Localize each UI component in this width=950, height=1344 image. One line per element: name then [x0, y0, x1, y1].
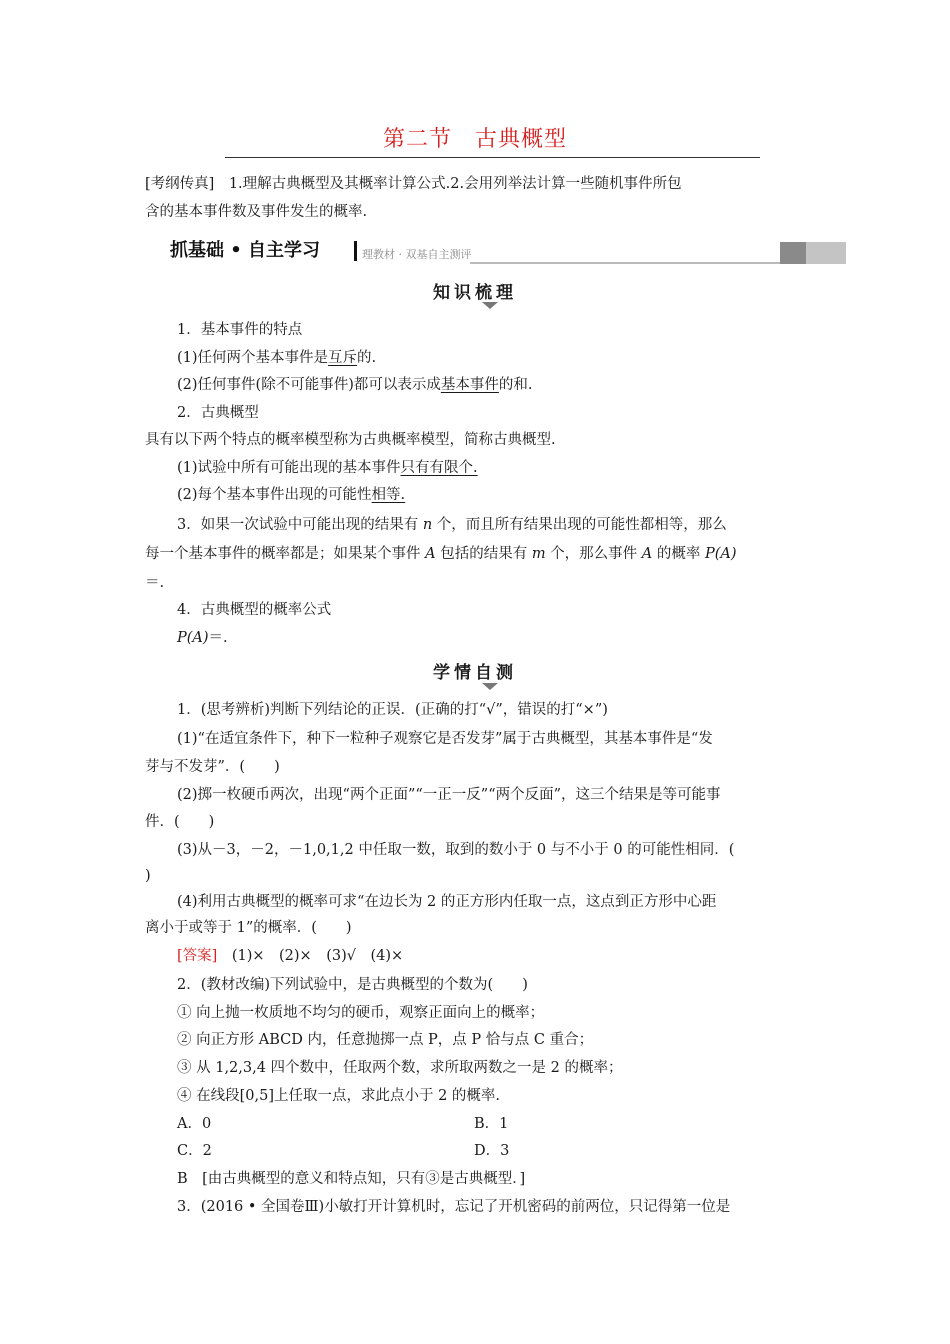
section-banner	[170, 240, 846, 264]
outline-line-2: 含的基本事件数及事件发生的概率.	[145, 204, 368, 220]
test-q1-3-line1: (3)从－3，－2，－1,0,1,2 中任取一数，取到的数小于 0 与不小于 0 的可能性相同．(	[177, 842, 735, 858]
test-q2-item3: ③ 从 1,2,3,4 四个数中，任取两个数，求所取两数之一是 2 的概率；	[177, 1060, 623, 1076]
knowledge-p6: 3．如果一次试验中可能出现的结果有 n 个，而且所有结果出现的可能性都相等，那么	[177, 517, 727, 533]
option-b: B．1	[474, 1116, 509, 1132]
test-q2-solution: B [由古典概型的意义和特点知，只有③是古典概型．]	[177, 1171, 526, 1187]
option-c: C．2	[177, 1143, 212, 1159]
test-q1-1-line1: (1)“在适宜条件下，种下一粒种子观察它是否发芽”属于古典概型，其基本事件是“发	[177, 731, 713, 747]
section-heading-selftest: 学情自测	[433, 663, 517, 683]
knowledge-p1: (1)任何两个基本事件是互斥的.	[177, 350, 377, 366]
page-title: 第二节 古典概型	[382, 127, 567, 152]
answer-tag: [答案]	[177, 948, 218, 964]
test-answer: [答案] (1)× (2)× (3)√ (4)×	[177, 948, 404, 964]
test-q1-4-line2: 离小于或等于 1”的概率．( )	[145, 920, 352, 936]
test-q1-1-line2: 芽与不发芽”．( )	[145, 759, 280, 775]
banner-separator	[354, 241, 357, 261]
down-triangle-icon	[482, 683, 498, 690]
knowledge-h4: 4．古典概型的概率公式	[177, 602, 332, 618]
banner-subtitle: 理教材 · 双基自主测评	[362, 248, 472, 261]
outline-line-1: [考纲传真] 1.理解古典概型及其概率计算公式.2.会用列举法计算一些随机事件所包	[145, 176, 682, 192]
banner-title: 抓基础 • 自主学习	[170, 240, 321, 261]
knowledge-p7: 每一个基本事件的概率都是；如果某个事件 A 包括的结果有 m 个，那么事件 A 的概率 P(A)	[145, 546, 737, 562]
knowledge-p4: (1)试验中所有可能出现的基本事件只有有限个.	[177, 460, 478, 476]
test-q1: 1．(思考辨析)判断下列结论的正误．(正确的打“√”，错误的打“×”)	[177, 702, 608, 718]
test-q2: 2．(教材改编)下列试验中，是古典概型的个数为( )	[177, 977, 528, 993]
banner-block-light	[806, 242, 846, 264]
test-q2-item1: ① 向上抛一枚质地不均匀的硬币，观察正面向上的概率；	[177, 1005, 545, 1021]
test-q1-2-line1: (2)掷一枚硬币两次，出现“两个正面”“一正一反”“两个反面”，这三个结果是等可能事	[177, 787, 721, 803]
outline-tag: [考纲传真]	[145, 176, 215, 192]
title-divider	[225, 157, 760, 158]
knowledge-h2: 2．古典概型	[177, 405, 259, 421]
knowledge-p8: ＝.	[145, 575, 165, 591]
down-triangle-icon	[482, 302, 498, 309]
test-q2-item4: ④ 在线段[0,5]上任取一点，求此点小于 2 的概率.	[177, 1088, 501, 1104]
option-a: A．0	[177, 1116, 212, 1132]
test-q1-4-line1: (4)利用古典概型的概率可求“在边长为 2 的正方形内任取一点，这点到正方形中心距	[177, 894, 717, 910]
test-q1-2-line2: 件．( )	[145, 814, 215, 830]
test-q1-3-line2: )	[145, 868, 151, 884]
knowledge-p9: P(A)＝.	[177, 630, 228, 646]
test-q3: 3．(2016 • 全国卷Ⅲ)小敏打开计算机时，忘记了开机密码的前两位，只记得第一位是	[177, 1199, 731, 1215]
option-d: D．3	[474, 1143, 510, 1159]
knowledge-p2: (2)任何事件(除不可能事件)都可以表示成基本事件的和.	[177, 377, 533, 393]
knowledge-p3: 具有以下两个特点的概率模型称为古典概率模型，简称古典概型.	[145, 432, 556, 448]
test-q2-item2: ② 向正方形 ABCD 内，任意抛掷一点 P，点 P 恰与点 C 重合；	[177, 1032, 594, 1048]
banner-block-dark	[780, 242, 806, 264]
banner-rule	[470, 262, 780, 264]
knowledge-p5: (2)每个基本事件出现的可能性相等.	[177, 487, 406, 503]
knowledge-h1: 1．基本事件的特点	[177, 322, 303, 338]
section-heading-knowledge: 知识梳理	[433, 283, 517, 303]
